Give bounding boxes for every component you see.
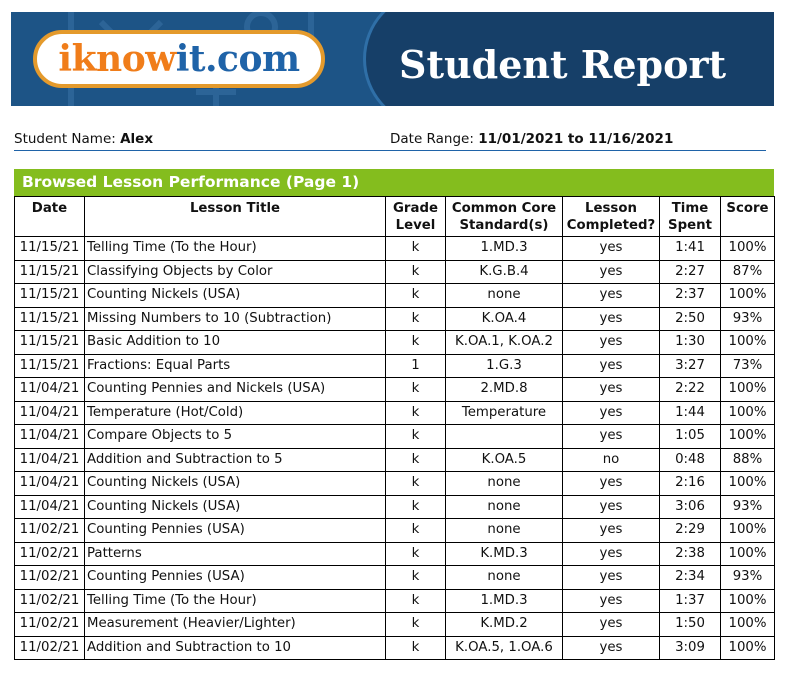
student-name-label: Student Name:	[14, 131, 116, 147]
cell-time-spent: 1:05	[660, 425, 721, 449]
cell-completed: yes	[563, 519, 660, 543]
cell-time-spent: 1:37	[660, 589, 721, 613]
cell-score: 88%	[721, 448, 775, 472]
cell-lesson-title: Temperature (Hot/Cold)	[85, 401, 386, 425]
cell-time-spent: 2:38	[660, 542, 721, 566]
info-divider	[14, 150, 766, 151]
table-row	[15, 636, 775, 660]
cell-score: 100%	[721, 472, 775, 496]
cell-completed: yes	[563, 284, 660, 308]
cell-time-spent: 2:34	[660, 566, 721, 590]
cell-date: 11/04/21	[15, 401, 85, 425]
column-header-time-spent: Time Spent	[660, 197, 721, 237]
cell-standard: none	[446, 519, 563, 543]
cell-completed: yes	[563, 495, 660, 519]
cell-grade-level: k	[386, 566, 446, 590]
logo-part-domain: it.com	[175, 38, 300, 80]
cell-completed: yes	[563, 613, 660, 637]
cell-time-spent: 1:30	[660, 331, 721, 355]
cell-completed: yes	[563, 472, 660, 496]
cell-standard: none	[446, 566, 563, 590]
report-banner	[11, 12, 774, 106]
table-row	[15, 284, 775, 308]
table-row	[15, 354, 775, 378]
cell-grade-level: k	[386, 401, 446, 425]
cell-time-spent: 3:09	[660, 636, 721, 660]
table-row	[15, 589, 775, 613]
cell-lesson-title: Basic Addition to 10	[85, 331, 386, 355]
table-row	[15, 401, 775, 425]
cell-score: 100%	[721, 237, 775, 261]
site-logo[interactable]	[33, 30, 325, 88]
table-row	[15, 331, 775, 355]
cell-lesson-title: Counting Nickels (USA)	[85, 284, 386, 308]
cell-completed: yes	[563, 378, 660, 402]
date-range-label: Date Range:	[390, 131, 474, 147]
cell-score: 100%	[721, 331, 775, 355]
cell-score: 93%	[721, 495, 775, 519]
cell-lesson-title: Counting Pennies (USA)	[85, 566, 386, 590]
cell-completed: yes	[563, 354, 660, 378]
table-body	[15, 237, 775, 660]
cell-completed: yes	[563, 636, 660, 660]
cell-score: 93%	[721, 307, 775, 331]
cell-grade-level: k	[386, 331, 446, 355]
cell-time-spent: 3:27	[660, 354, 721, 378]
cell-grade-level: k	[386, 425, 446, 449]
cell-grade-level: k	[386, 519, 446, 543]
cell-standard: 2.MD.8	[446, 378, 563, 402]
cell-lesson-title: Fractions: Equal Parts	[85, 354, 386, 378]
cell-date: 11/02/21	[15, 566, 85, 590]
cell-lesson-title: Counting Pennies and Nickels (USA)	[85, 378, 386, 402]
student-name	[14, 131, 153, 147]
table-row	[15, 519, 775, 543]
cell-score: 100%	[721, 542, 775, 566]
cell-grade-level: k	[386, 542, 446, 566]
cell-date: 11/04/21	[15, 495, 85, 519]
cell-date: 11/02/21	[15, 519, 85, 543]
cell-date: 11/15/21	[15, 260, 85, 284]
cell-grade-level: k	[386, 495, 446, 519]
table-row	[15, 566, 775, 590]
cell-date: 11/02/21	[15, 636, 85, 660]
cell-time-spent: 2:29	[660, 519, 721, 543]
student-info	[14, 130, 766, 150]
table-header-row	[15, 197, 775, 237]
cell-grade-level: k	[386, 636, 446, 660]
cell-score: 100%	[721, 425, 775, 449]
cell-grade-level: k	[386, 284, 446, 308]
cell-lesson-title: Addition and Subtraction to 10	[85, 636, 386, 660]
student-name-value: Alex	[120, 131, 154, 147]
cell-time-spent: 1:50	[660, 613, 721, 637]
cell-score: 100%	[721, 519, 775, 543]
cell-lesson-title: Classifying Objects by Color	[85, 260, 386, 284]
table-row	[15, 307, 775, 331]
cell-standard: Temperature	[446, 401, 563, 425]
cell-standard	[446, 425, 563, 449]
cell-completed: yes	[563, 589, 660, 613]
cell-completed: no	[563, 448, 660, 472]
cell-grade-level: k	[386, 307, 446, 331]
cell-date: 11/02/21	[15, 542, 85, 566]
cell-standard: K.OA.4	[446, 307, 563, 331]
lesson-performance-table	[14, 196, 775, 660]
column-header-score: Score	[721, 197, 775, 237]
cell-grade-level: 1	[386, 354, 446, 378]
cell-standard: 1.G.3	[446, 354, 563, 378]
cell-lesson-title: Counting Pennies (USA)	[85, 519, 386, 543]
cell-time-spent: 2:16	[660, 472, 721, 496]
column-header-lesson-title: Lesson Title	[85, 197, 386, 237]
cell-time-spent: 1:41	[660, 237, 721, 261]
cell-standard: K.OA.5	[446, 448, 563, 472]
cell-grade-level: k	[386, 237, 446, 261]
cell-standard: none	[446, 472, 563, 496]
column-header-grade-level: Grade Level	[386, 197, 446, 237]
cell-time-spent: 0:48	[660, 448, 721, 472]
cell-date: 11/15/21	[15, 331, 85, 355]
cell-date: 11/04/21	[15, 378, 85, 402]
column-header-date: Date	[15, 197, 85, 237]
logo-part-iknow: iknow	[58, 38, 176, 80]
cell-date: 11/02/21	[15, 613, 85, 637]
cell-score: 100%	[721, 378, 775, 402]
cell-completed: yes	[563, 401, 660, 425]
table-row	[15, 237, 775, 261]
cell-grade-level: k	[386, 589, 446, 613]
cell-completed: yes	[563, 260, 660, 284]
cell-score: 100%	[721, 589, 775, 613]
cell-standard: 1.MD.3	[446, 589, 563, 613]
cell-completed: yes	[563, 425, 660, 449]
table-row	[15, 613, 775, 637]
cell-grade-level: k	[386, 448, 446, 472]
report-title: Student Report	[399, 42, 727, 87]
cell-completed: yes	[563, 237, 660, 261]
column-header-completed: Lesson Completed?	[563, 197, 660, 237]
table-row	[15, 542, 775, 566]
cell-score: 73%	[721, 354, 775, 378]
cell-time-spent: 3:06	[660, 495, 721, 519]
cell-lesson-title: Addition and Subtraction to 5	[85, 448, 386, 472]
cell-standard: K.MD.3	[446, 542, 563, 566]
cell-grade-level: k	[386, 378, 446, 402]
cell-standard: K.OA.1, K.OA.2	[446, 331, 563, 355]
cell-date: 11/04/21	[15, 448, 85, 472]
cell-completed: yes	[563, 542, 660, 566]
cell-standard: 1.MD.3	[446, 237, 563, 261]
cell-date: 11/15/21	[15, 284, 85, 308]
date-range	[390, 131, 673, 147]
cell-date: 11/15/21	[15, 354, 85, 378]
cell-lesson-title: Telling Time (To the Hour)	[85, 237, 386, 261]
cell-standard: K.G.B.4	[446, 260, 563, 284]
table-row	[15, 495, 775, 519]
cell-standard: none	[446, 495, 563, 519]
cell-completed: yes	[563, 566, 660, 590]
cell-date: 11/04/21	[15, 472, 85, 496]
cell-lesson-title: Compare Objects to 5	[85, 425, 386, 449]
cell-grade-level: k	[386, 613, 446, 637]
cell-grade-level: k	[386, 472, 446, 496]
cell-standard: none	[446, 284, 563, 308]
cell-score: 87%	[721, 260, 775, 284]
cell-standard: K.MD.2	[446, 613, 563, 637]
section-header: Browsed Lesson Performance (Page 1)	[14, 169, 774, 196]
table-row	[15, 378, 775, 402]
cell-date: 11/02/21	[15, 589, 85, 613]
cell-time-spent: 2:50	[660, 307, 721, 331]
table-row	[15, 260, 775, 284]
cell-completed: yes	[563, 331, 660, 355]
cell-lesson-title: Patterns	[85, 542, 386, 566]
cell-date: 11/04/21	[15, 425, 85, 449]
cell-time-spent: 2:27	[660, 260, 721, 284]
table-row	[15, 472, 775, 496]
table-row	[15, 448, 775, 472]
cell-completed: yes	[563, 307, 660, 331]
cell-lesson-title: Counting Nickels (USA)	[85, 495, 386, 519]
cell-date: 11/15/21	[15, 237, 85, 261]
cell-time-spent: 2:22	[660, 378, 721, 402]
cell-score: 100%	[721, 636, 775, 660]
cell-score: 100%	[721, 613, 775, 637]
cell-time-spent: 2:37	[660, 284, 721, 308]
cell-lesson-title: Measurement (Heavier/Lighter)	[85, 613, 386, 637]
cell-lesson-title: Counting Nickels (USA)	[85, 472, 386, 496]
cell-date: 11/15/21	[15, 307, 85, 331]
cell-lesson-title: Telling Time (To the Hour)	[85, 589, 386, 613]
cell-score: 100%	[721, 401, 775, 425]
cell-score: 93%	[721, 566, 775, 590]
cell-grade-level: k	[386, 260, 446, 284]
cell-lesson-title: Missing Numbers to 10 (Subtraction)	[85, 307, 386, 331]
cell-time-spent: 1:44	[660, 401, 721, 425]
date-range-value: 11/01/2021 to 11/16/2021	[478, 131, 674, 147]
table-row	[15, 425, 775, 449]
cell-score: 100%	[721, 284, 775, 308]
column-header-standards: Common Core Standard(s)	[446, 197, 563, 237]
cell-standard: K.OA.5, 1.OA.6	[446, 636, 563, 660]
